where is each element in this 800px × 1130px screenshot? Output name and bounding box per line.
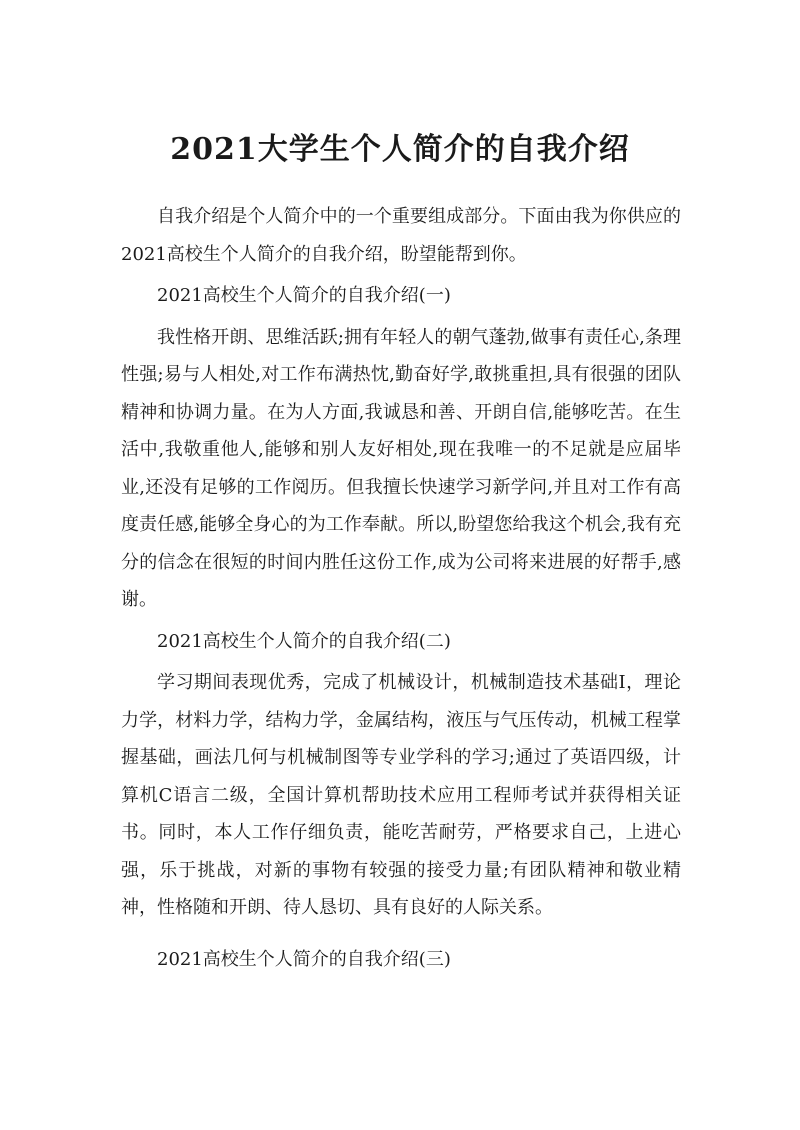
intro-paragraph: 自我介绍是个人简介中的一个重要组成部分。下面由我为你供应的2021高校生个人简介的自我介绍，盼望能帮到你。 [121, 206, 681, 265]
section-body-1: 我性格开朗、思维活跃;拥有年轻人的朝气蓬勃,做事有责任心,条理性强;易与人相处,对工作布满热忱,勤奋好学,敢挑重担,具有很强的团队精神和协调力量。在为人方面,我诚恳和善、开朗自信,能够吃苦。在生活中,我敬重他人,能够和别人友好相处,现在我唯一的不足就是应届毕业,还没有足够的工作阅历。但我擅长快速学习新学问,并且对工作有高度责任感,能够全身心的为工作奉献。所以,盼望您给我这个机会,我有充分的信念在很短的时间内胜任这份工作,成为公司将来进展的好帮手,感谢。 [121, 326, 681, 610]
section-heading-2: 2021高校生个人简介的自我介绍(二) [157, 630, 451, 652]
document-title: 2021大学生个人简介的自我介绍 [170, 132, 630, 167]
section-heading-3: 2021高校生个人简介的自我介绍(三) [157, 948, 451, 970]
section-body-2: 学习期间表现优秀，完成了机械设计，机械制造技术基础Ⅰ，理论力学，材料力学，结构力学，金属结构，液压与气压传动，机械工程掌握基础，画法几何与机械制图等专业学科的学习;通过了英语四级，计算机C语言二级，全国计算机帮助技术应用工程师考试并获得相关证书。同时，本人工作仔细负责，能吃苦耐劳，严格要求自己，上进心强，乐于挑战，对新的事物有较强的接受力量;有团队精神和敬业精神，性格随和开朗、待人恳切、具有良好的人际关系。 [121, 672, 681, 918]
document-body [121, 198, 681, 978]
section-heading-1: 2021高校生个人简介的自我介绍(一) [157, 285, 451, 306]
